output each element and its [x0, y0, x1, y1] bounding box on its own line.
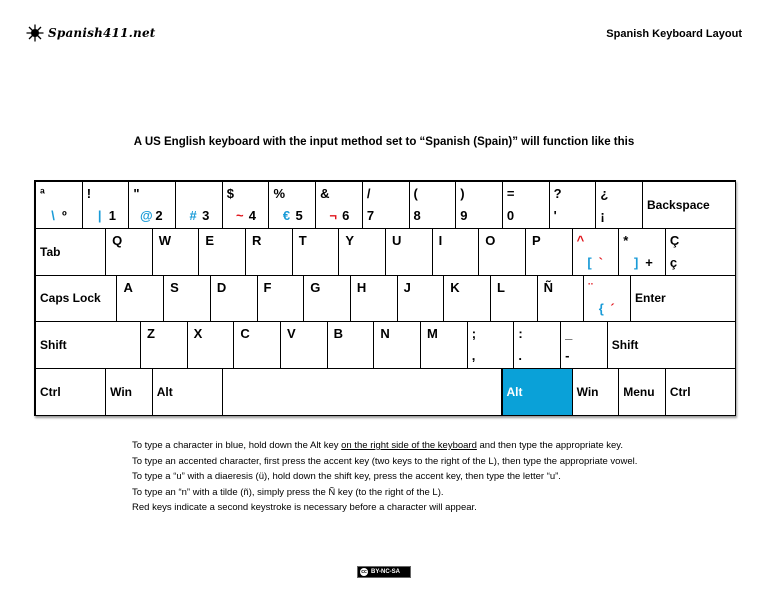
note-line-2: To type an accented character, first press the accent key (two keys to the right of the L), then type the appropriate vowel. [132, 455, 638, 467]
key-y[interactable] [338, 228, 386, 276]
note-line-4: To type an “n” with a tilde (ñ), simply press the Ñ key (to the right of the L). [132, 486, 444, 498]
key-lower: ` [598, 254, 603, 270]
key-caps-lock[interactable] [35, 275, 117, 323]
key-plus[interactable] [618, 228, 666, 276]
key-lower: ´ [610, 301, 615, 317]
key-c[interactable] [233, 321, 281, 369]
key-2[interactable] [128, 181, 176, 229]
key-label: Shift [611, 338, 639, 353]
key-upper: _ [565, 326, 573, 342]
key-upper: G [310, 279, 321, 295]
key-menu[interactable] [618, 368, 666, 416]
key-alt: ~ [235, 207, 244, 223]
key-lower: 0 [506, 207, 515, 223]
key-t[interactable] [292, 228, 340, 276]
key-enye[interactable] [537, 275, 585, 323]
key-left-alt[interactable] [152, 368, 223, 416]
key-upper: N [380, 326, 390, 342]
key-upper: M [427, 326, 438, 342]
note-line-1: To type a character in blue, hold down the Alt key on the right side of the keyboard and then type the appropriate key. [132, 440, 623, 451]
key-p[interactable] [525, 228, 573, 276]
key-m[interactable] [420, 321, 468, 369]
key-upper: E [205, 232, 215, 248]
key-left-ctrl[interactable] [35, 368, 106, 416]
key-space[interactable] [222, 368, 503, 416]
key-upper: T [298, 232, 307, 248]
key-z[interactable] [140, 321, 188, 369]
key-lower: 7 [366, 207, 375, 223]
key-lower: + [645, 254, 653, 270]
key-lower: 5 [295, 207, 303, 223]
key-label: Shift [40, 338, 67, 353]
key-u[interactable] [385, 228, 433, 276]
key-upper: ; [471, 326, 477, 342]
key-label: Tab [40, 244, 61, 259]
key-tab[interactable] [35, 228, 106, 276]
sun-logo-icon [26, 24, 44, 42]
key-5[interactable] [268, 181, 316, 229]
license-text: BY-NC-SA [371, 569, 401, 575]
key-6[interactable] [315, 181, 363, 229]
key-upper: X [193, 326, 203, 342]
key-upper: B [333, 326, 344, 342]
key-apostrophe[interactable] [549, 181, 597, 229]
key-cedilla[interactable] [665, 228, 736, 276]
key-v[interactable] [280, 321, 328, 369]
key-3[interactable] [175, 181, 223, 229]
creative-commons-icon: cc [361, 569, 367, 575]
key-right-shift[interactable] [607, 321, 736, 369]
key-lower: ' [553, 207, 557, 223]
key-ordinal[interactable] [35, 181, 83, 229]
key-alt: [ [587, 254, 592, 270]
key-a[interactable] [116, 275, 164, 323]
key-lower: º [62, 207, 67, 223]
key-upper: ? [553, 186, 562, 201]
page-title: Spanish Keyboard Layout [606, 28, 742, 40]
logo-text: Spanish411.net [48, 26, 156, 40]
key-upper: S [170, 279, 179, 295]
key-upper: ª [40, 186, 45, 201]
key-right-win[interactable] [572, 368, 620, 416]
key-8[interactable] [409, 181, 457, 229]
key-upper: Z [146, 326, 155, 342]
key-label: Alt [506, 385, 523, 400]
key-upper: H [356, 279, 367, 295]
key-enter[interactable] [630, 275, 736, 323]
key-period[interactable] [513, 321, 561, 369]
key-alt: | [97, 207, 102, 223]
key-upper: " [133, 186, 140, 201]
key-f[interactable] [257, 275, 305, 323]
key-upper: W [158, 232, 172, 248]
key-lower: 6 [342, 207, 350, 223]
key-label: Ctrl [40, 385, 61, 400]
key-upper: J [403, 279, 411, 295]
key-upper: = [506, 186, 515, 201]
key-label: Alt [156, 385, 173, 400]
key-upper: ( [413, 186, 418, 201]
key-alt: ] [634, 254, 639, 270]
key-label: Win [110, 385, 132, 400]
key-lower: , [471, 348, 476, 364]
key-upper: Ç [669, 232, 680, 248]
key-upper: ¿ [600, 186, 609, 201]
key-upper: Q [112, 232, 123, 248]
key-inverted-exclaim[interactable] [595, 181, 643, 229]
key-upper: C [240, 326, 250, 342]
key-h[interactable] [350, 275, 398, 323]
key-comma[interactable] [467, 321, 515, 369]
key-upper: : [518, 326, 523, 342]
key-left-shift[interactable] [35, 321, 141, 369]
key-upper: V [286, 326, 296, 342]
key-0[interactable] [502, 181, 550, 229]
key-lower: ç [669, 254, 678, 270]
note-line-5: Red keys indicate a second keystroke is necessary before a character will appear. [132, 502, 477, 513]
license-badge[interactable] [357, 566, 411, 578]
key-upper: ! [86, 186, 92, 201]
key-lower: . [518, 348, 523, 364]
key-upper: & [320, 186, 330, 201]
key-q[interactable] [105, 228, 153, 276]
note-line-3: To type a “u” with a diaeresis (ü), hold down the shift key, press the accent key, then type the letter “u”. [132, 471, 561, 482]
key-upper: / [366, 186, 371, 201]
key-alt: ¬ [329, 207, 337, 223]
key-upper: ) [460, 186, 465, 201]
key-upper: % [273, 186, 286, 201]
key-upper: K [450, 279, 460, 295]
logo[interactable] [26, 24, 156, 42]
key-alt: # [189, 207, 197, 223]
key-alt-gr[interactable] [502, 368, 573, 416]
key-l[interactable] [490, 275, 538, 323]
key-r[interactable] [245, 228, 293, 276]
key-n[interactable] [373, 321, 421, 369]
key-x[interactable] [187, 321, 235, 369]
key-label: Menu [623, 385, 655, 400]
key-label: Win [576, 385, 599, 400]
key-upper: Ñ [543, 279, 554, 295]
key-upper: P [531, 232, 541, 248]
key-upper: I [438, 232, 443, 248]
key-upper: ^ [576, 232, 585, 248]
key-lower: 9 [460, 207, 468, 223]
key-minus[interactable] [560, 321, 608, 369]
key-o[interactable] [478, 228, 526, 276]
key-upper: O [485, 232, 496, 248]
key-upper: U [392, 232, 402, 248]
key-alt: \ [51, 207, 55, 223]
key-alt: € [282, 207, 291, 223]
key-s[interactable] [163, 275, 211, 323]
key-left-win[interactable] [105, 368, 153, 416]
key-7[interactable] [362, 181, 410, 229]
key-label: Enter [635, 291, 666, 306]
key-e[interactable] [198, 228, 246, 276]
key-lower: ¡ [600, 207, 605, 223]
subtitle: A US English keyboard with the input method set to “Spanish (Spain)” will function like this [133, 136, 635, 148]
key-alt: @ [140, 207, 153, 223]
key-label: Caps Lock [40, 291, 101, 306]
key-upper: F [263, 279, 272, 295]
key-alt: { [598, 301, 604, 317]
key-lower: 8 [413, 207, 421, 223]
key-g[interactable] [303, 275, 351, 323]
key-backspace[interactable] [642, 181, 736, 229]
key-j[interactable] [397, 275, 445, 323]
key-lower: 3 [202, 207, 210, 223]
key-lower: 1 [108, 207, 116, 223]
key-d[interactable] [210, 275, 258, 323]
instructions [132, 438, 637, 516]
key-upper: Y [345, 232, 355, 248]
key-upper: * [623, 232, 629, 248]
key-lower: 4 [248, 207, 256, 223]
key-lower: 2 [155, 207, 163, 223]
key-lower: - [565, 348, 570, 364]
key-i[interactable] [432, 228, 480, 276]
key-upper: L [496, 279, 505, 295]
key-acute[interactable] [583, 275, 631, 323]
key-upper: $ [226, 186, 234, 201]
key-upper: D [216, 279, 227, 295]
key-4[interactable] [222, 181, 270, 229]
key-9[interactable] [455, 181, 503, 229]
key-k[interactable] [443, 275, 491, 323]
key-upper: R [252, 232, 262, 248]
key-upper: ¨ [588, 279, 593, 295]
key-grave[interactable] [572, 228, 620, 276]
key-b[interactable] [327, 321, 375, 369]
key-right-ctrl[interactable] [665, 368, 736, 416]
keyboard-diagram [34, 180, 736, 416]
key-1[interactable] [82, 181, 130, 229]
key-w[interactable] [152, 228, 200, 276]
key-upper: A [123, 279, 133, 295]
key-label: Backspace [647, 197, 710, 212]
key-label: Ctrl [669, 385, 691, 400]
